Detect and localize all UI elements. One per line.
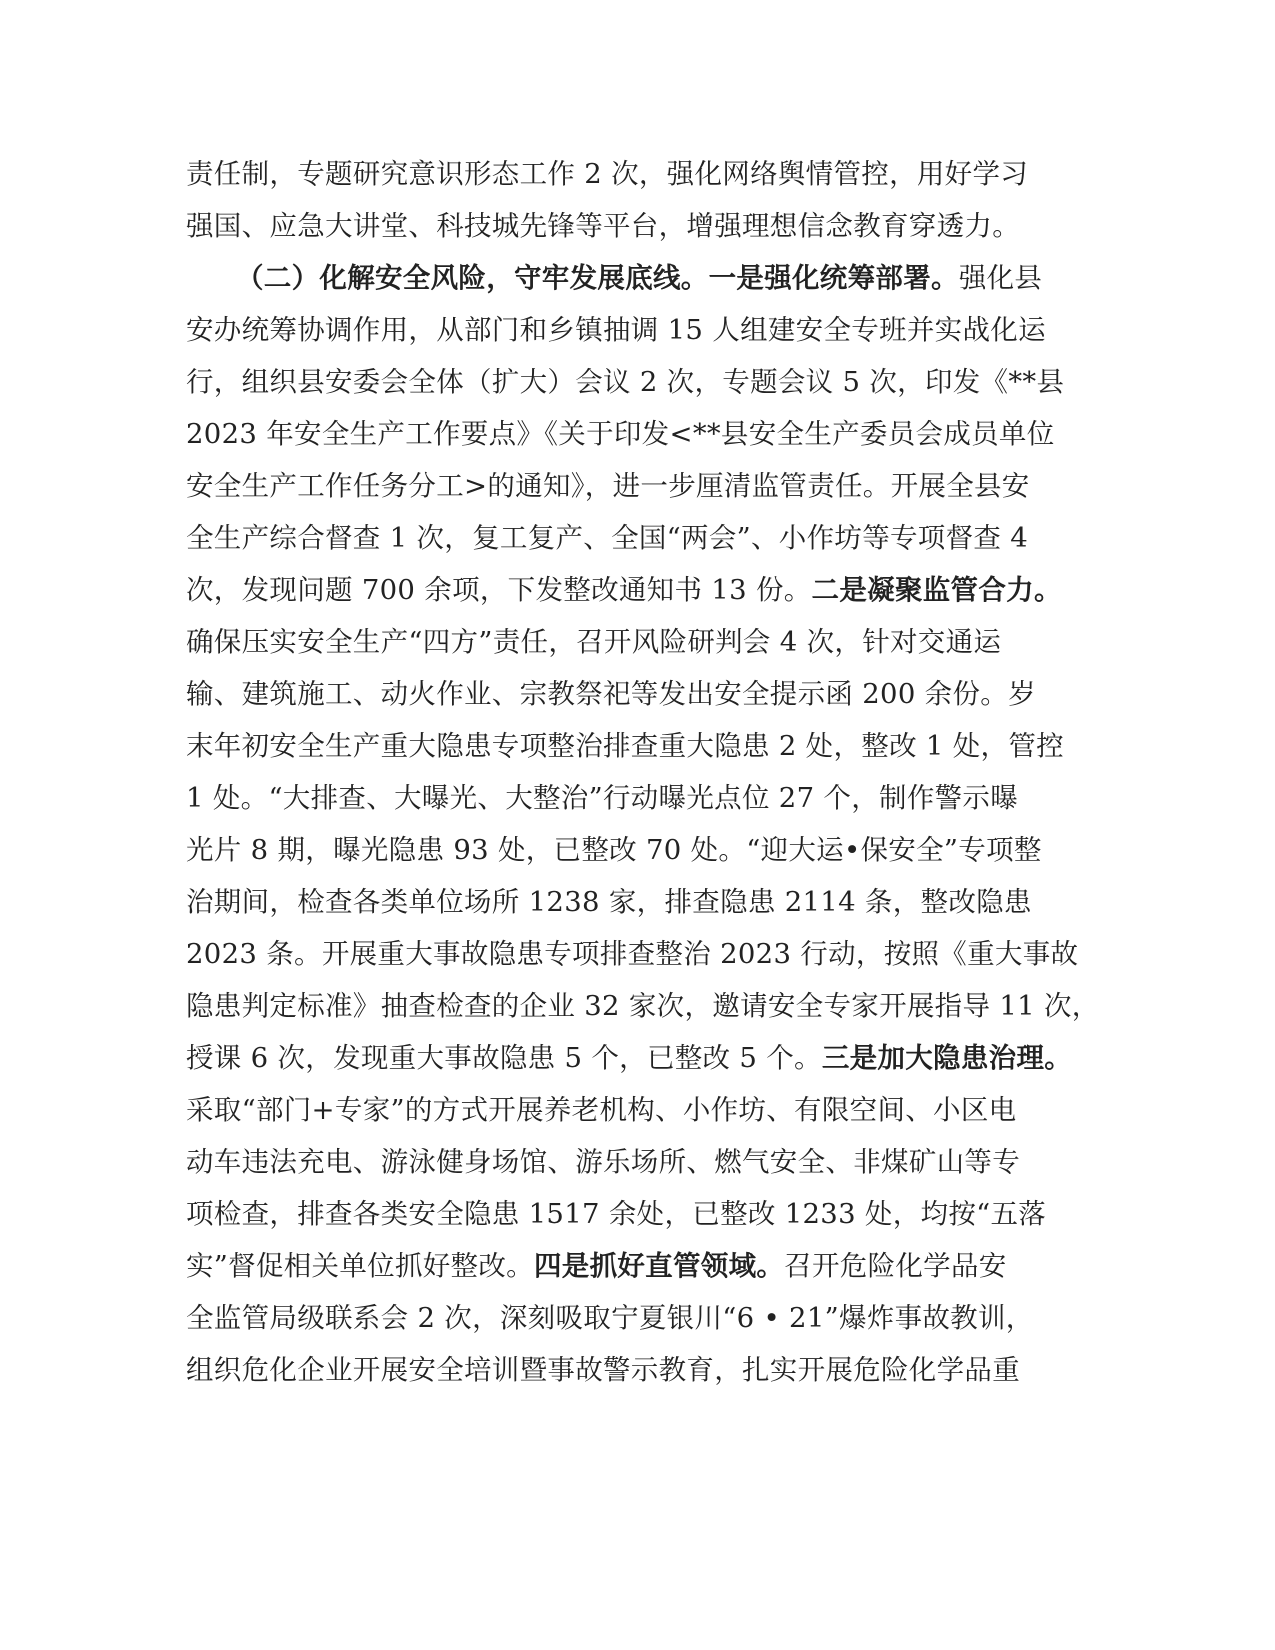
point-heading-4: 四是抓好直管领域。 [533, 1250, 785, 1282]
text-line: 全生产综合督查 1 次，复工复产、全国“两会”、小作坊等专项督查 4 [186, 522, 1029, 554]
text-line [186, 1239, 1086, 1293]
text-line [186, 563, 1086, 617]
text-run: 强化县 [958, 262, 1043, 294]
text-line: 光片 8 期，曝光隐患 93 处，已整改 70 处。“迎大运•保安全”专项整 [186, 834, 1042, 866]
text-line: 组织危化企业开展安全培训暨事故警示教育，扎实开展危险化学品重 [186, 1354, 1020, 1386]
text-line: 项检查，排查各类安全隐患 1517 余处，已整改 1233 处，均按“五落 [186, 1198, 1047, 1230]
text-line: 1 处。“大排查、大曝光、大整治”行动曝光点位 27 个，制作警示曝 [186, 782, 1019, 814]
text-line: 确保压实安全生产“四方”责任，召开风险研判会 4 次，针对交通运 [186, 626, 1002, 658]
text-line: 全监管局级联系会 2 次，深刻吸取宁夏银川“6 • 21”爆炸事故教训， [186, 1302, 1034, 1334]
text-line: 安全生产工作任务分工>的通知》，进一步厘清监管责任。开展全县安 [186, 470, 1030, 502]
point-heading-2: 二是凝聚监管合力。 [811, 574, 1062, 606]
section-heading-line [236, 251, 1136, 305]
text-line: 采取“部门+专家”的方式开展养老机构、小作坊、有限空间、小区电 [186, 1094, 1017, 1126]
text-line: 2023 年安全生产工作要点》《关于印发<**县安全生产委员会成员单位 [186, 418, 1055, 450]
point-heading-3: 三是加大隐患治理。 [821, 1042, 1073, 1074]
text-line: 安办统筹协调作用，从部门和乡镇抽调 15 人组建安全专班并实战化运 [186, 314, 1046, 346]
point-heading-1: 一是强化统筹部署。 [708, 262, 959, 294]
text-line [186, 1031, 1086, 1085]
text-line: 末年初安全生产重大隐患专项整治排查重大隐患 2 处，整改 1 处，管控 [186, 730, 1064, 762]
text-run: 实”督促相关单位抓好整改。 [186, 1250, 534, 1282]
text-line: 动车违法充电、游泳健身场馆、游乐场所、燃气安全、非煤矿山等专 [186, 1146, 1020, 1178]
text-run: 授课 6 次，发现重大事故隐患 5 个，已整改 5 个。 [186, 1042, 822, 1074]
text-line: 强国、应急大讲堂、科技城先锋等平台，增强理想信念教育穿透力。 [186, 210, 1020, 242]
section-heading: （二）化解安全风险，守牢发展底线。 [236, 262, 709, 294]
text-line: 责任制，专题研究意识形态工作 2 次，强化网络舆情管控，用好学习 [186, 158, 1029, 190]
text-run: 召开危险化学品安 [784, 1250, 1007, 1282]
text-line: 行，组织县安委会全体（扩大）会议 2 次，专题会议 5 次，印发《**县 [186, 366, 1065, 398]
text-line: 输、建筑施工、动火作业、宗教祭祀等发出安全提示函 200 余份。岁 [186, 678, 1036, 710]
text-line: 隐患判定标准》抽查检查的企业 32 家次，邀请安全专家开展指导 11 次， [186, 990, 1100, 1022]
text-line: 2023 条。开展重大事故隐患专项排查整治 2023 行动，按照《重大事故 [186, 938, 1079, 970]
text-run: 次，发现问题 700 余项，下发整改通知书 13 份。 [186, 574, 812, 606]
text-line: 治期间，检查各类单位场所 1238 家，排查隐患 2114 条，整改隐患 [186, 886, 1032, 918]
